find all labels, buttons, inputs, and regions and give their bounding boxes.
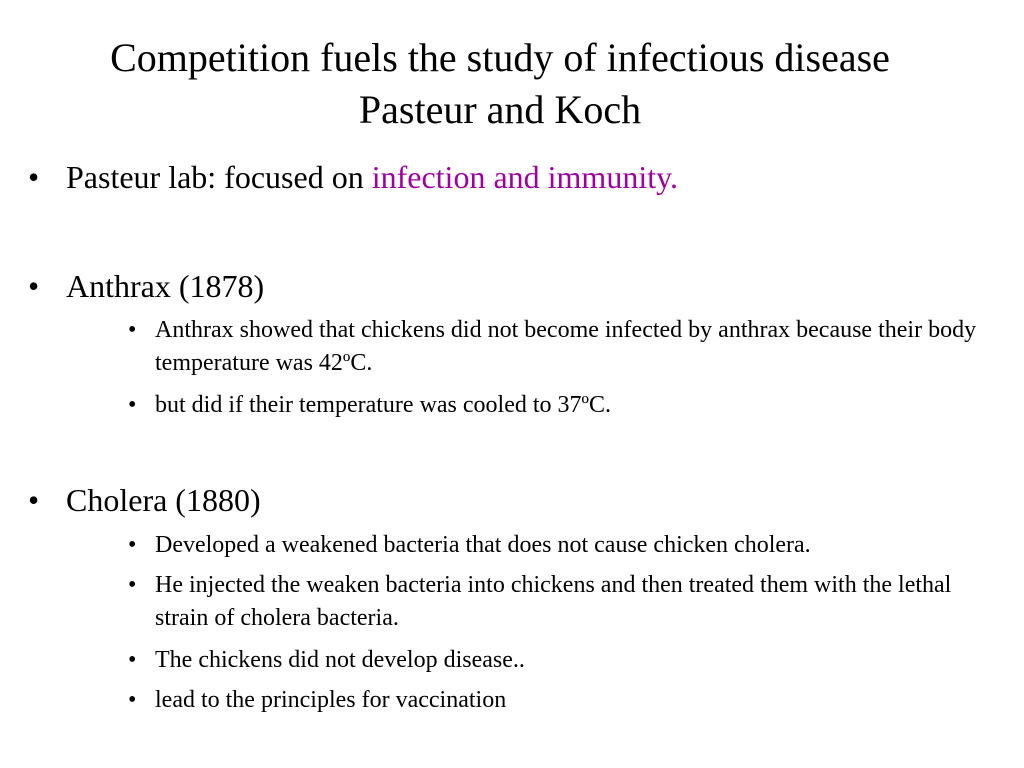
- sub-bullet-dot-icon: •: [128, 572, 137, 598]
- title-line-1: Competition fuels the study of infectious disease: [110, 35, 890, 80]
- bullet-dot-icon: •: [28, 482, 40, 518]
- cholera-point-4: [128, 684, 1008, 717]
- cholera-point-1-text: Developed a weakened bacteria that does not cause chicken cholera.: [155, 532, 811, 558]
- sub-bullet-dot-icon: •: [128, 647, 137, 673]
- sub-bullet-dot-icon: •: [128, 532, 137, 558]
- anthrax-point-2-text: but did if their temperature was cooled to 37ºC.: [155, 392, 611, 418]
- cholera-point-2-text: He injected the weaken bacteria into chickens and then treated them with the lethal strain of cholera bacteria.: [155, 572, 952, 631]
- cholera-point-1: [128, 529, 1008, 562]
- anthrax-point-1: [128, 314, 1008, 380]
- anthrax-heading: Anthrax (1878): [66, 268, 265, 304]
- cholera-point-4-text: lead to the principles for vaccination: [155, 687, 507, 713]
- slide-title: [0, 32, 1000, 136]
- anthrax-point-2: [128, 389, 1008, 422]
- pasteur-lab-prefix: Pasteur lab: focused on: [66, 159, 372, 195]
- cholera-point-2: [128, 569, 1008, 635]
- bullet-dot-icon: •: [28, 268, 40, 304]
- sub-bullet-dot-icon: •: [128, 687, 137, 713]
- anthrax-point-1-text: Anthrax showed that chickens did not become infected by anthrax because their body temperature was 42ºC.: [155, 317, 977, 376]
- cholera-heading: Cholera (1880): [66, 482, 261, 518]
- cholera-point-3: [128, 644, 1008, 677]
- cholera-point-3-text: The chickens did not develop disease..: [155, 647, 525, 673]
- pasteur-lab-text: [66, 157, 678, 197]
- sub-bullet-dot-icon: •: [128, 317, 137, 343]
- pasteur-lab-highlight: infection and immunity.: [371, 159, 679, 195]
- sub-bullet-dot-icon: •: [128, 392, 137, 418]
- title-line-2: Pasteur and Koch: [358, 87, 642, 132]
- bullet-dot-icon: •: [28, 159, 40, 195]
